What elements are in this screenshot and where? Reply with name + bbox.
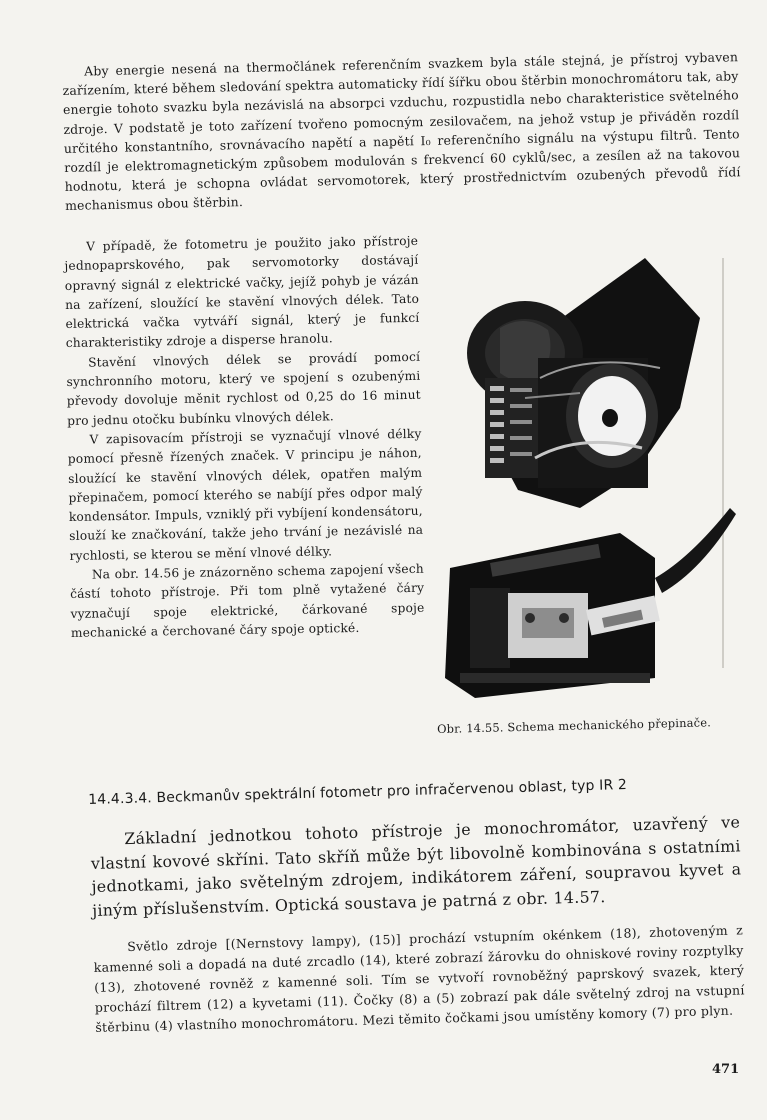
paragraph-recorder-marks: V zapisovacím přístroji se vyznačují vlnové délky pomocí přesně řízených značek. V principu je náhon, sloužící ke stavění vlnových délek, opatřen malým přepinačem, pomocí kterého se nabíjí přes odpor malý kondensátor. Impuls, vzniklý při vybíjení kondensátoru, slouží ke značkování, takže jeho trvání je nezávislé na rychlosti, se kterou se mění vlnové délky. (67, 426, 424, 563)
intro-paragraph: Aby energie nesená na thermočlánek referenčním svazkem byla stále stejná, je přístroj vybaven zařízením, které během sledování spektra automaticky řídí šířku obou štěrbin monochromátoru tak, aby energie tohoto svazku byla nezávislá na absorpci vzduchu, rozpustidla nebo charakteristice světelného zdroje. V podstatě je toto zařízení tvořeno pomocným zesilovačem, na jehož vstup je přiváděn rozdíl určitého konstantního, srovnávacího napětí a napětí I₀ referenčního signálu na výstupu filtrů. Tento rozdíl je elektromagnetickým způsobem modulován s frekvencí 60 cyklů/sec, a zesílen až na takovou hodnotu, která je schopna ovládat servomotorek, který prostřednictvím ozubených převodů řídí mechanismus obou štěrbin. (62, 49, 741, 214)
section-body (90, 810, 745, 1037)
section-paragraph-main: Základní jednotkou tohoto přístroje je monochromátor, uzavřený ve vlastní kovové skříni. Tato skříň může být libovolně kombinována s ostatními jednotkami, jako světelným zdrojem, indikátorem záření, soupravou kyvet a jiným příslušenstvím. Optická soustava je patrná z obr. 14.57. (90, 812, 742, 920)
mechanical-switch-photo (430, 258, 740, 728)
lower-photo (445, 508, 736, 698)
paragraph-schema-reference: Na obr. 14.56 je znázorněno schema zapojení všech částí tohoto přístroje. Při tom plně vytažené čáry vyznačují spoje elektrické, čárkované spoje mechanické a čerchované čáry spoje optické. (70, 561, 425, 640)
upper-photo (467, 258, 700, 508)
figure-mechanical-switch (430, 258, 740, 728)
paragraph-single-beam: V případě, že fotometru je použito jako přístroje jednopaprskového, pak servomotorky dostávají opravný signál z elektrické vačky, jejíž pohyb je vázán na zařízení, sloužící ke stavění vlnových délek. Tato elektrická vačka vytváří signál, který je funkcí charakteristiky zdroje a disperse hranolu. (64, 233, 420, 351)
section-paragraph-optics: Světlo zdroje [(Nernstovy lampy), (15)] prochází vstupním okénkem (18), zhotoveným z kamenné soli a dopadá na duté zrcadlo (14), které zobrazí žárovku do ohniskové roviny rozptylky (13), zhotovené rovněž z kamenné soli. Tím se vytvoří rovnoběžný paprskový svazek, který prochází filtrem (12) a kyvetami (11). Čočky (8) a (5) zobrazí pak dále světelný zdroj na vstupní štěrbinu (4) vlastního monochromátoru. Mezi těmito čočkami jsou umístěny komory (7) pro plyn. (93, 922, 745, 1035)
page-number: 471 (712, 1062, 740, 1077)
left-column-text (64, 232, 425, 643)
figure-caption: Obr. 14.55. Schema mechanického přepinače. (437, 715, 712, 736)
section-heading: 14.4.3.4. Beckmanův spektrální fotometr pro infračervenou oblast, typ IR 2 (88, 776, 628, 808)
paragraph-wavelength-setting: Stavění vlnových délek se provádí pomocí synchronního motoru, který ve spojení s ozubenými převody dovoluje měnit rychlost od 0,25 do 16 minut pro jednu otočku bubínku vlnových délek. (66, 349, 421, 428)
